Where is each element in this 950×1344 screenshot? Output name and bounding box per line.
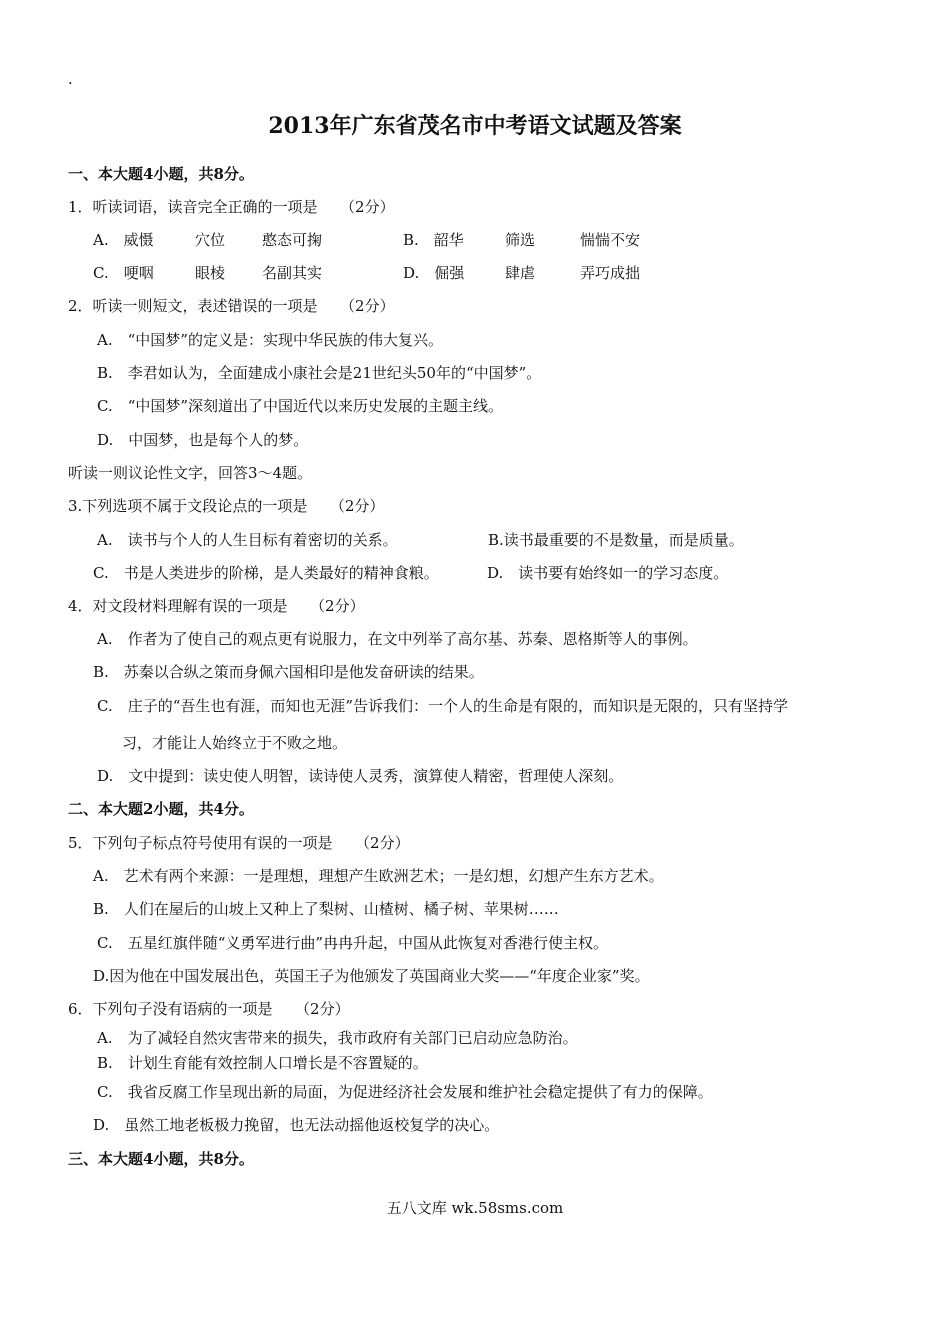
- q4-option-a: A. 作者为了使自己的观点更有说服力，在文中列举了高尔基、苏秦、恩格斯等人的事例。: [97, 630, 698, 648]
- question-3-stem: 3.下列选项不属于文段论点的一项是 （2分）: [68, 497, 385, 515]
- section-heading-3: 三、本大题4小题，共8分。: [68, 1150, 254, 1168]
- q2-option-b: B. 李君如认为，全面建成小康社会是21世纪头50年的“中国梦”。: [97, 364, 542, 382]
- q1-option-d-word3: 弄巧成拙: [580, 264, 641, 282]
- q6-option-a: A. 为了减轻自然灾害带来的损失，我市政府有关部门已启动应急防治。: [97, 1029, 578, 1047]
- q1-option-a-word2: 穴位: [195, 231, 226, 249]
- listening-intro-3-4: 听读一则议论性文字，回答3～4题。: [68, 464, 313, 482]
- question-1-stem: 1．听读词语，读音完全正确的一项是 （2分）: [68, 198, 395, 216]
- question-2-stem: 2．听读一则短文，表述错误的一项是 （2分）: [68, 297, 395, 315]
- footer-watermark: 五八文库 wk.58sms.com: [386, 1199, 564, 1217]
- q6-option-b: B. 计划生育能有效控制人口增长是不容置疑的。: [97, 1054, 428, 1072]
- q1-option-b-word2: 筛选: [505, 231, 536, 249]
- q2-option-c: C. “中国梦”深刻道出了中国近代以来历史发展的主题主线。: [97, 397, 504, 415]
- q4-option-d: D. 文中提到：读史使人明智，读诗使人灵秀，演算使人精密，哲理使人深刻。: [97, 767, 624, 785]
- q1-option-d: D. 倔强: [403, 264, 465, 282]
- q6-option-c: C. 我省反腐工作呈现出新的局面，为促进经济社会发展和维护社会稳定提供了有力的保障。: [97, 1083, 713, 1101]
- q2-option-d: D. 中国梦，也是每个人的梦。: [97, 431, 309, 449]
- q5-option-d: D.因为他在中国发展出色，英国王子为他颁发了英国商业大奖——“年度企业家”奖。: [93, 967, 650, 985]
- page-dot: .: [68, 70, 73, 88]
- q1-option-b: B. 韶华: [403, 231, 464, 249]
- q3-option-c: C. 书是人类进步的阶梯，是人类最好的精神食粮。: [93, 564, 439, 582]
- q4-option-c-continued: 习，才能让人始终立于不败之地。: [122, 734, 348, 752]
- q5-option-a: A. 艺术有两个来源：一是理想，理想产生欧洲艺术；一是幻想，幻想产生东方艺术。: [93, 867, 664, 885]
- section-heading-1: 一、本大题4小题，共8分。: [68, 165, 254, 183]
- q5-option-b: B. 人们在屋后的山坡上又种上了梨树、山楂树、橘子树、苹果树……: [93, 900, 559, 918]
- page-title: 2013年广东省茂名市中考语文试题及答案: [268, 113, 682, 139]
- section-heading-2: 二、本大题2小题，共4分。: [68, 800, 254, 818]
- question-5-stem: 5．下列句子标点符号使用有误的一项是 （2分）: [68, 834, 410, 852]
- q3-option-d: D. 读书要有始终如一的学习态度。: [487, 564, 729, 582]
- q1-option-a-word3: 憨态可掬: [262, 231, 323, 249]
- q1-option-c-word3: 名副其实: [262, 264, 323, 282]
- question-4-stem: 4．对文段材料理解有误的一项是 （2分）: [68, 597, 365, 615]
- q3-option-b: B.读书最重要的不是数量，而是质量。: [488, 531, 744, 549]
- q1-option-c-word2: 眼棱: [195, 264, 226, 282]
- q1-option-a: A. 威慑: [93, 231, 154, 249]
- q2-option-a: A. “中国梦”的定义是：实现中华民族的伟大复兴。: [97, 331, 443, 349]
- question-6-stem: 6．下列句子没有语病的一项是 （2分）: [68, 1000, 350, 1018]
- q1-option-b-word3: 惴惴不安: [580, 231, 641, 249]
- q1-option-c: C. 哽咽: [93, 264, 154, 282]
- q6-option-d: D. 虽然工地老板极力挽留，也无法动摇他返校复学的决心。: [93, 1116, 500, 1134]
- q3-option-a: A. 读书与个人的人生目标有着密切的关系。: [97, 531, 398, 549]
- q1-option-d-word2: 肆虐: [505, 264, 536, 282]
- q4-option-c: C. 庄子的“吾生也有涯，而知也无涯”告诉我们：一个人的生命是有限的，而知识是无限的，只有坚持学: [97, 697, 789, 715]
- q4-option-b: B. 苏秦以合纵之策而身佩六国相印是他发奋研读的结果。: [93, 663, 484, 681]
- q5-option-c: C. 五星红旗伴随“义勇军进行曲”冉冉升起，中国从此恢复对香港行使主权。: [97, 934, 609, 952]
